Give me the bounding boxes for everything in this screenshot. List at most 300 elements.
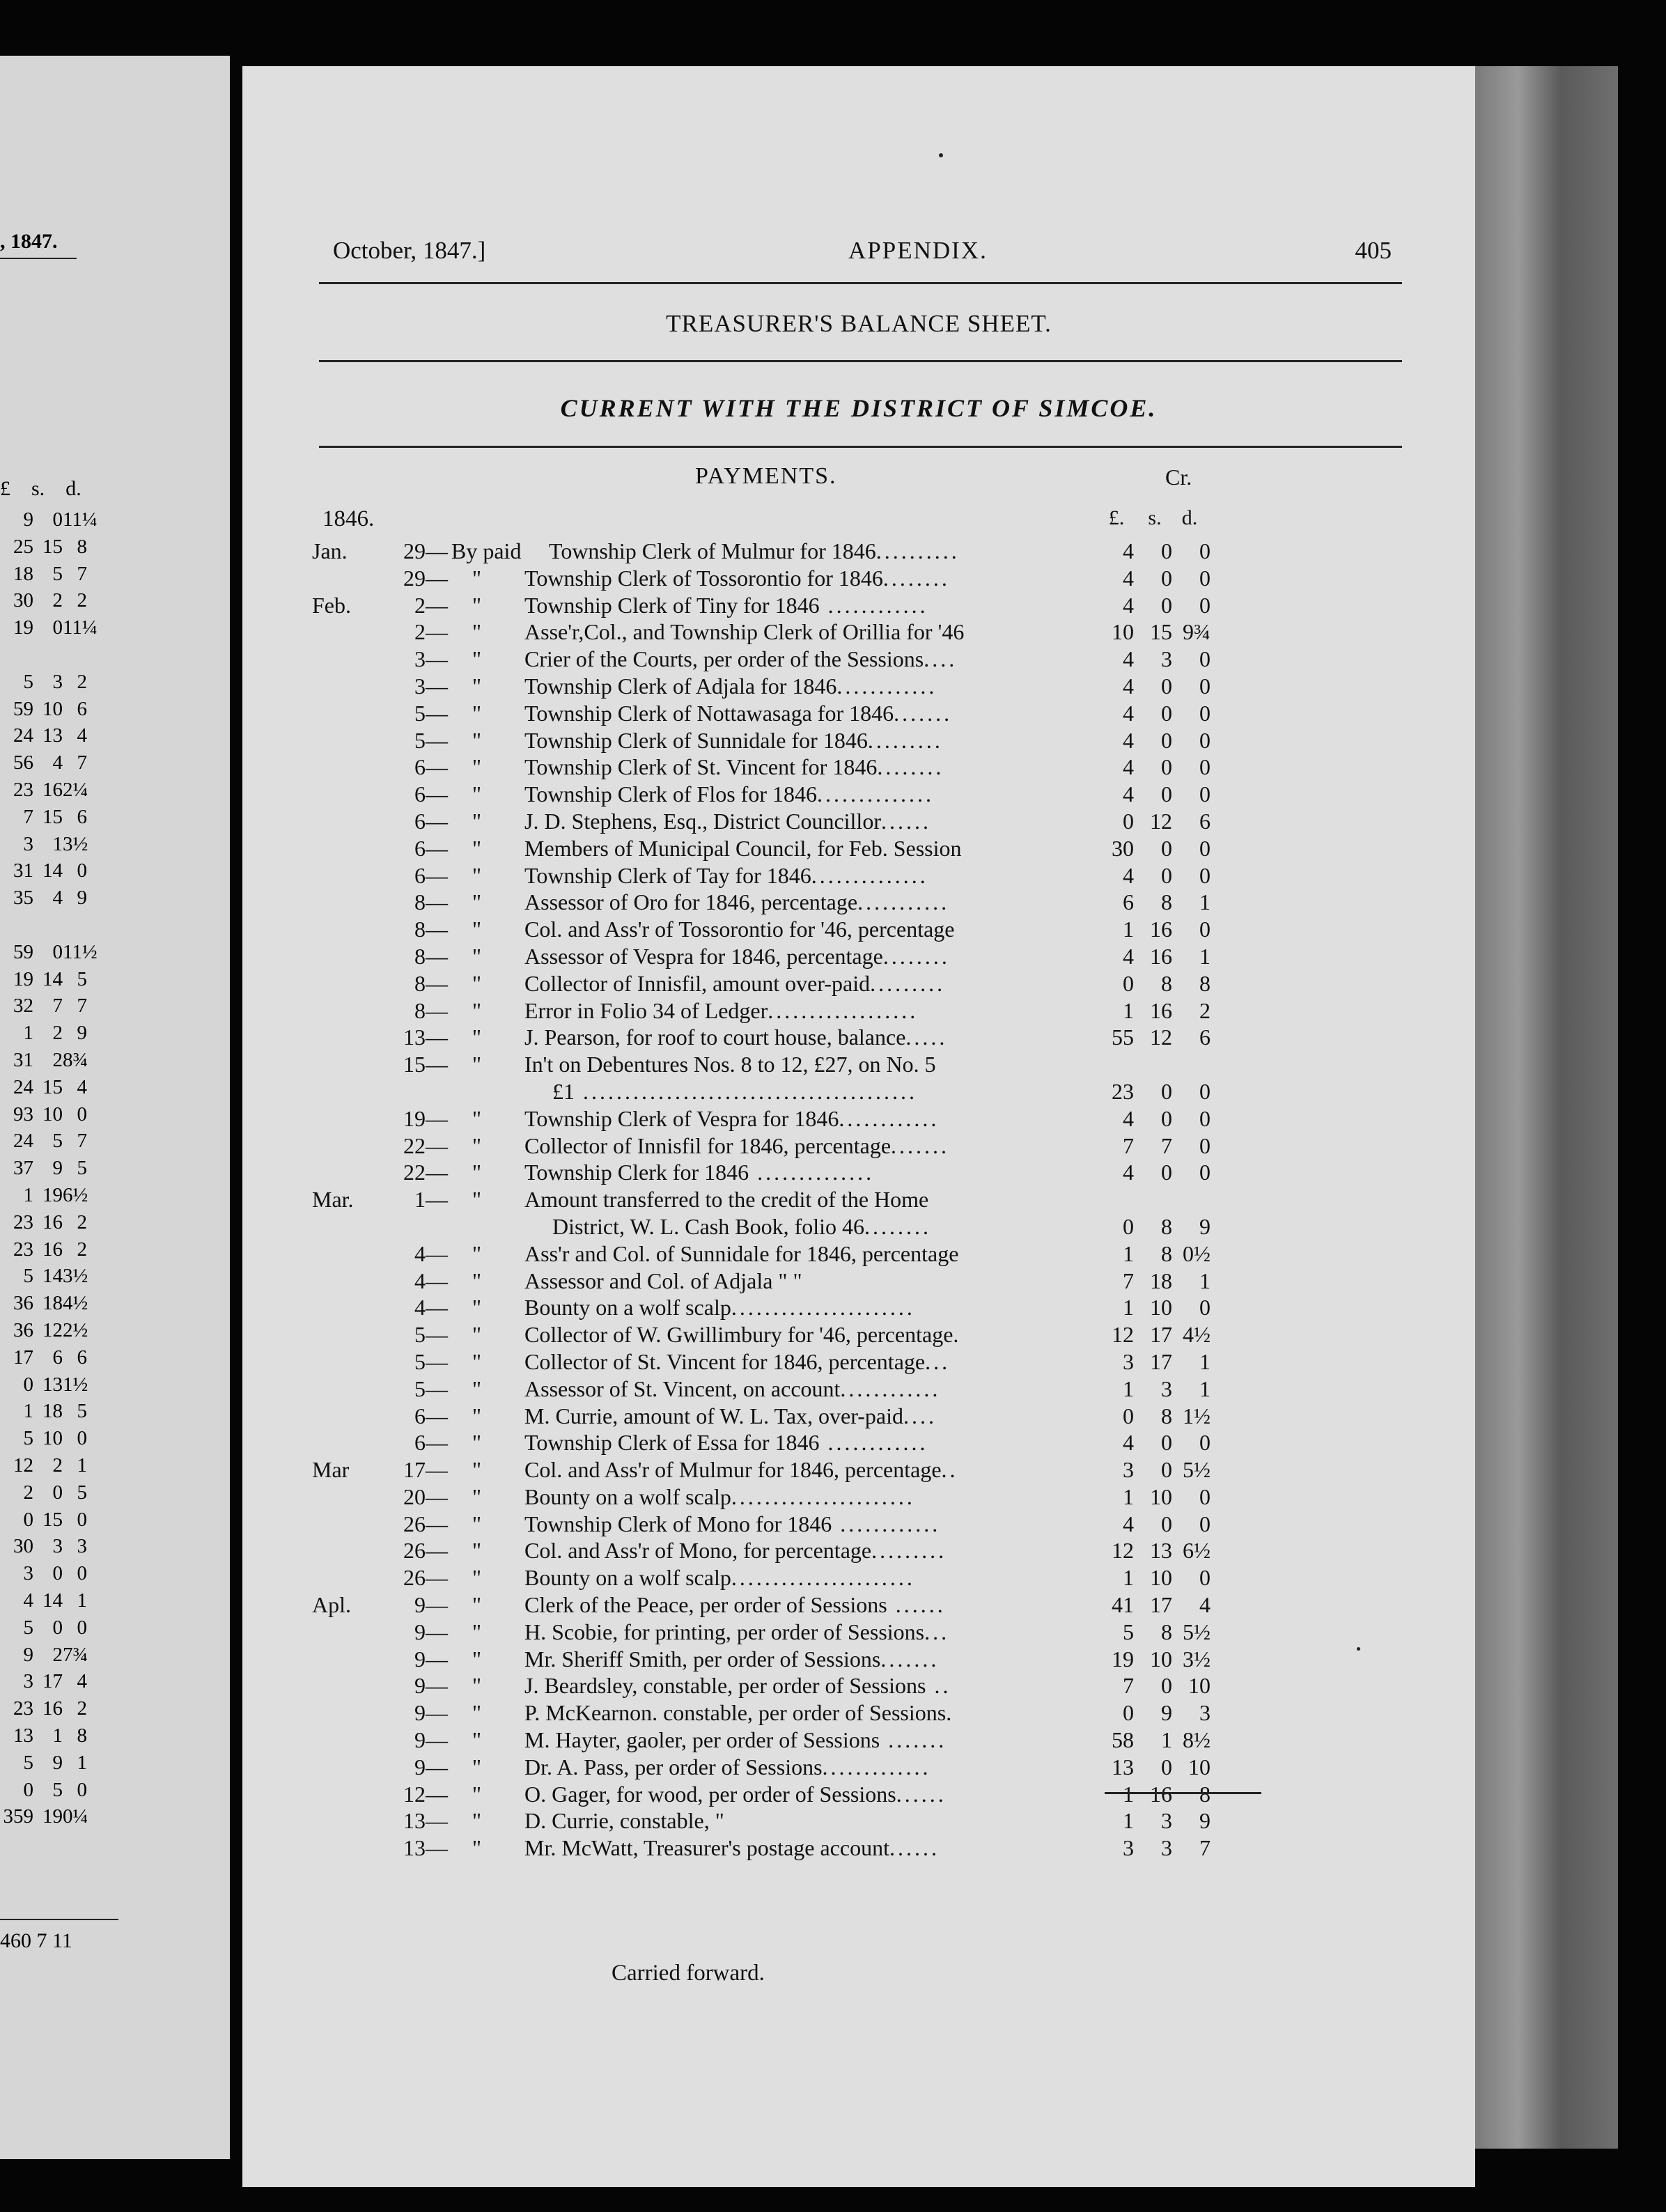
entry-amount [1089, 808, 1210, 835]
shillings-value: 12 [1150, 808, 1172, 834]
entry-description [524, 1348, 1103, 1376]
shilling-cell: 2 [52, 1022, 63, 1045]
entry-text: Township Clerk of Sunnidale for 1846 [524, 727, 868, 753]
ledger-row [242, 1186, 1475, 1240]
facing-page-amount-row [0, 1346, 87, 1369]
entry-day: 6— [414, 835, 448, 861]
entry-amount [1089, 1105, 1210, 1132]
shillings-value: 3 [1161, 1376, 1172, 1401]
shillings-value: 8 [1161, 1619, 1172, 1644]
facing-page-amount-row [0, 833, 87, 856]
entry-amount [1089, 1646, 1210, 1673]
entry-description [524, 781, 1103, 808]
entry-day: 5— [414, 1322, 448, 1348]
pence-value: 4½ [1183, 1322, 1210, 1348]
facing-page-amount-row [0, 1697, 87, 1720]
pence-value: 3½ [1183, 1646, 1210, 1672]
pence-cell: 0 [77, 1427, 87, 1450]
pence-cell: 1 [77, 1589, 87, 1612]
entry-description [524, 646, 1103, 673]
header-rule [319, 282, 1402, 284]
entry-day: 9— [414, 1592, 448, 1618]
facing-page-amount-row [0, 616, 98, 639]
entry-amount [1089, 1781, 1210, 1808]
facing-page-amount-row [0, 563, 87, 586]
leader-dots: ......... [871, 1538, 947, 1564]
ditto-mark: " [472, 1835, 482, 1861]
shillings-value: 0 [1161, 1457, 1172, 1483]
pence-value: 6½ [1183, 1538, 1210, 1564]
entry-text: Mr. McWatt, Treasurer's postage account [524, 1835, 889, 1861]
leader-dots: ......... [870, 970, 946, 996]
ditto-mark: " [472, 862, 482, 888]
pound-cell: 31 [13, 859, 33, 882]
shilling-cell: 18 [42, 1400, 63, 1423]
pounds-value: 4 [1123, 727, 1134, 753]
leader-dots: ..... [905, 1025, 948, 1050]
ditto-mark: " [472, 1727, 482, 1753]
leader-dots: ............ [819, 1430, 928, 1456]
ledger-row [242, 1376, 1475, 1403]
entry-day: 29— [403, 538, 448, 563]
entry-description [524, 970, 1103, 997]
entry-amount [1089, 1699, 1210, 1727]
pence-cell: 0 [77, 1616, 87, 1639]
pounds-value: 4 [1123, 646, 1134, 672]
facing-page-amount-row [0, 536, 87, 559]
pence-cell: 7 [77, 995, 87, 1018]
entry-text: Ass'r and Col. of Sunnidale for 1846, percentage [524, 1240, 959, 1266]
pence-value: 9¾ [1183, 619, 1210, 645]
pence-cell: 5 [77, 967, 87, 990]
entry-description [524, 862, 1103, 889]
shilling-cell: 0 [52, 616, 63, 639]
pounds-value: 0 [1123, 1403, 1134, 1428]
facing-page-rule [0, 258, 77, 259]
shilling-cell: 0 [52, 940, 63, 963]
shilling-cell: 13 [42, 724, 63, 747]
shillings-value: 0 [1161, 1754, 1172, 1779]
entry-day: 17— [403, 1457, 448, 1483]
ditto-mark: " [472, 1187, 482, 1213]
pounds-value: 4 [1123, 1160, 1134, 1185]
entry-text: M. Hayter, gaoler, per order of Sessions [524, 1727, 880, 1753]
pence-cell: 5 [77, 1481, 87, 1504]
entry-description [524, 1294, 1103, 1321]
shilling-cell: 15 [42, 1508, 63, 1531]
leader-dots: ............ [840, 1376, 941, 1401]
pence-value: 1 [1199, 1376, 1210, 1401]
pence-cell: 11¼ [63, 508, 98, 531]
ditto-mark: " [472, 808, 482, 834]
ledger-row [242, 1619, 1475, 1646]
entry-text: Collector of W. Gwillimbury for '46, percentage. [524, 1322, 959, 1348]
pence-cell: 9 [77, 887, 87, 910]
ledger-row [242, 1294, 1475, 1321]
entry-description [524, 1268, 1103, 1295]
entry-description [524, 835, 1103, 862]
entry-text: Bounty on a wolf scalp [524, 1483, 731, 1509]
shillings-value: 0 [1161, 565, 1172, 591]
leader-dots: ... [924, 1619, 950, 1644]
shillings-value: 0 [1161, 835, 1172, 861]
pounds-value: 0 [1123, 808, 1134, 834]
entry-text: Col. and Ass'r of Mulmur for 1846, percentage [524, 1457, 942, 1483]
facing-page-amount-row [0, 968, 87, 991]
pounds-value: 1 [1123, 997, 1134, 1023]
shillings-value: 17 [1150, 1322, 1172, 1348]
pence-cell: 0 [77, 1103, 87, 1126]
pence-value: 0 [1199, 1295, 1210, 1321]
ledger-row [242, 1727, 1475, 1754]
facing-page-amount-row [0, 1265, 87, 1288]
shillings-value: 0 [1161, 1673, 1172, 1699]
facing-page-amount-row [0, 1184, 87, 1207]
shillings-value: 10 [1150, 1565, 1172, 1591]
pence-cell: 6 [77, 805, 87, 828]
pence-cell: 2 [77, 670, 87, 693]
ditto-mark: " [472, 619, 482, 645]
pence-cell: 8 [77, 535, 87, 558]
pence-cell: 6 [77, 697, 87, 720]
pound-cell: 0 [23, 1508, 33, 1531]
entry-day: 9— [414, 1646, 448, 1672]
pence-value: 0 [1199, 835, 1210, 861]
pound-cell: 3 [23, 832, 33, 855]
pence-cell: 3½ [63, 832, 88, 855]
entry-amount [1089, 1754, 1210, 1781]
pound-cell: 5 [23, 1616, 33, 1639]
shilling-cell: 7 [52, 995, 63, 1018]
pence-cell: 2½ [63, 1319, 88, 1341]
ledger-row [242, 808, 1475, 835]
ditto-mark: " [472, 1457, 482, 1483]
entry-day: 13— [403, 1025, 448, 1050]
facing-page-amount-row [0, 1238, 87, 1261]
pence-value: 6 [1199, 1025, 1210, 1050]
ditto-mark: " [472, 997, 482, 1023]
pounds-value: 4 [1123, 565, 1134, 591]
shillings-value: 16 [1150, 943, 1172, 969]
entry-day: 22— [403, 1132, 448, 1158]
leader-dots: .. [941, 1457, 958, 1483]
entry-day: 9— [414, 1619, 448, 1644]
pounds-value: 4 [1123, 781, 1134, 807]
entry-amount [1089, 1511, 1210, 1538]
pence-cell: 7 [77, 751, 87, 774]
ditto-mark: " [472, 835, 482, 861]
entry-text: Township Clerk of Mulmur for 1846 [549, 538, 876, 563]
ledger-row [242, 538, 1475, 565]
leader-dots: ... [925, 1348, 951, 1374]
entry-text: Township Clerk of Essa for 1846 [524, 1430, 820, 1456]
ledger-row [242, 997, 1475, 1025]
entry-description [524, 1727, 1103, 1754]
ledger-row [242, 727, 1475, 754]
pence-value: 0 [1199, 1430, 1210, 1456]
shillings-value: 16 [1150, 997, 1172, 1023]
pence-value: 8 [1199, 1781, 1210, 1807]
shillings-value: 16 [1150, 1781, 1172, 1807]
pence-value: 0 [1199, 917, 1210, 942]
entry-amount [1089, 1240, 1210, 1268]
pounds-value: 41 [1112, 1592, 1134, 1618]
shilling-cell: 10 [42, 697, 63, 720]
entry-amount [1089, 1321, 1210, 1348]
pence-value: 5½ [1183, 1457, 1210, 1483]
pence-value: 1 [1199, 1348, 1210, 1374]
ledger-year: 1846. [322, 506, 375, 531]
pound-cell: 25 [13, 535, 33, 558]
entry-text: Error in Folio 34 of Ledger [524, 997, 768, 1023]
leader-dots: ............ [839, 1105, 940, 1131]
shilling-cell: 19 [42, 1184, 63, 1206]
ditto-mark: " [472, 1348, 482, 1374]
entry-description [524, 916, 1103, 943]
entry-description [524, 1672, 1103, 1699]
pence-cell: 0 [77, 1508, 87, 1531]
pounds-value: 6 [1123, 889, 1134, 915]
entry-text: Township Clerk of Mono for 1846 [524, 1511, 832, 1536]
ditto-mark: " [472, 1403, 482, 1428]
pence-value: 1 [1199, 943, 1210, 969]
entry-day: 20— [403, 1483, 448, 1509]
entry-description [524, 808, 1103, 835]
pence-value: 8 [1199, 970, 1210, 996]
leader-dots: ........ [877, 754, 944, 780]
shilling-cell: 15 [42, 535, 63, 558]
pence-cell: 2¼ [63, 779, 88, 801]
pence-cell: 2 [77, 1238, 87, 1261]
facing-page-header: , 1847. [0, 230, 58, 253]
entry-description [524, 592, 1103, 619]
pence-value: 0 [1199, 1565, 1210, 1591]
pence-cell: 4 [77, 724, 87, 747]
shilling-cell: 16 [42, 1697, 63, 1720]
pounds-value: 4 [1123, 1105, 1134, 1131]
shillings-value: 3 [1161, 1835, 1172, 1861]
ledger-row [242, 1483, 1475, 1511]
shillings-value: 10 [1150, 1295, 1172, 1321]
pence-value: 0 [1199, 1105, 1210, 1131]
pound-cell: 3 [23, 1670, 33, 1693]
entry-text: Dr. A. Pass, per order of Sessions [524, 1754, 823, 1779]
ledger-row [242, 1564, 1475, 1591]
sheet-title: TREASURER'S BALANCE SHEET. [666, 310, 1052, 337]
entry-text: M. Currie, amount of W. L. Tax, over-paid [524, 1403, 903, 1428]
pence-value: 9 [1199, 1213, 1210, 1239]
pence-value: 0 [1199, 646, 1210, 672]
shilling-cell: 9 [52, 1157, 63, 1180]
leader-dots: .......... [875, 538, 960, 563]
pence-col-head: d. [65, 477, 81, 500]
pound-cell: 5 [23, 1427, 33, 1450]
pence-value: 10 [1188, 1754, 1210, 1779]
ledger-row [242, 889, 1475, 916]
entry-amount [1089, 565, 1210, 592]
entry-by-paid: By paid [451, 538, 522, 563]
pence-cell: 8 [77, 1724, 87, 1747]
facing-page-amount-row [0, 1130, 87, 1153]
facing-page-amount-row [0, 1022, 87, 1045]
entry-day: 29— [403, 565, 448, 591]
pound-cell: 5 [23, 1751, 33, 1774]
pounds-value: 10 [1112, 619, 1134, 645]
entry-text-line2: £1 [552, 1078, 575, 1104]
entry-amount [1089, 970, 1210, 997]
shillings-value: 0 [1161, 862, 1172, 888]
pence-value: 0 [1199, 565, 1210, 591]
ledger-row [242, 1807, 1475, 1835]
shillings-value: 7 [1161, 1132, 1172, 1158]
ledger-row [242, 1051, 1475, 1105]
facing-page-amount-row [0, 1049, 87, 1072]
shilling-cell: 2 [52, 1454, 63, 1477]
entry-amount [1089, 1429, 1210, 1456]
entry-continuation [524, 1078, 1103, 1105]
facing-page [0, 56, 230, 2159]
leader-dots: .............. [811, 862, 928, 888]
leader-dots: ........ [882, 943, 950, 969]
facing-page-amount-row [0, 1752, 87, 1775]
ledger-row [242, 1591, 1475, 1619]
facing-page-amount-row [0, 1157, 87, 1180]
entry-description [524, 1646, 1103, 1673]
entry-day: 4— [414, 1268, 448, 1293]
ledger-row [242, 943, 1475, 970]
ditto-mark: " [472, 1673, 482, 1699]
leader-dots: .... [924, 646, 958, 672]
entry-text: Township Clerk of Flos for 1846 [524, 781, 817, 807]
entry-day: 3— [414, 673, 448, 699]
entry-description [524, 1321, 1103, 1348]
shillings-value: 8 [1161, 970, 1172, 996]
entry-continuation [524, 1213, 1103, 1240]
facing-page-amount-row [0, 1805, 87, 1828]
pounds-value: 58 [1112, 1727, 1134, 1753]
shilling-cell: 15 [42, 1075, 63, 1098]
ledger-row [242, 1268, 1475, 1295]
shilling-cell: 15 [42, 805, 63, 828]
shillings-value: 12 [1150, 1025, 1172, 1050]
shillings-value: 17 [1150, 1592, 1172, 1618]
entry-text: Bounty on a wolf scalp [524, 1295, 731, 1321]
shillings-value: 0 [1161, 1105, 1172, 1131]
shilling-cell: 2 [52, 589, 63, 612]
facing-page-sum-rule [0, 1919, 118, 1920]
pound-cell: 5 [23, 670, 33, 693]
pence-cell: 1½ [63, 1373, 88, 1396]
ledger-row [242, 1348, 1475, 1376]
entry-day: 2— [414, 592, 448, 618]
entry-text: Col. and Ass'r of Tossorontio for '46, percentage [524, 917, 955, 942]
pence-value: 0 [1199, 754, 1210, 780]
facing-page-amount-row [0, 779, 87, 802]
shillings-value: 8 [1161, 1240, 1172, 1266]
ditto-mark: " [472, 1105, 482, 1131]
entry-text: Township Clerk for 1846 [524, 1160, 749, 1185]
entry-text: Township Clerk of Nottawasaga for 1846 [524, 700, 894, 726]
leader-dots: ......... [867, 727, 943, 753]
leader-dots: .................. [768, 997, 919, 1023]
pence-value: 0 [1199, 862, 1210, 888]
leader-dots: ....... [880, 1727, 947, 1753]
pounds-value: 4 [1123, 673, 1134, 699]
entry-description [524, 700, 1103, 727]
leader-dots: ............. [822, 1754, 931, 1779]
ditto-mark: " [472, 1565, 482, 1591]
leader-dots: ...... [880, 808, 931, 834]
entry-text: Assessor and Col. of Adjala " " [524, 1268, 802, 1293]
facing-page-total: 460 7 11 [0, 1929, 72, 1952]
entry-amount [1089, 1591, 1210, 1619]
entry-month: Feb. [312, 592, 351, 618]
shilling-cell: 9 [52, 1751, 63, 1774]
pounds-value: 1 [1123, 1240, 1134, 1266]
ledger-row [242, 1646, 1475, 1673]
ledger-row [242, 565, 1475, 592]
facing-page-amount-row [0, 1779, 87, 1802]
facing-page-amount-row [0, 1481, 87, 1504]
currency-units [1096, 506, 1207, 530]
pence-unit: d. [1181, 506, 1198, 529]
pounds-value: 13 [1112, 1754, 1134, 1779]
pound-cell: 31 [13, 1049, 33, 1071]
pounds-value: 3 [1123, 1457, 1134, 1483]
ink-speck [939, 153, 943, 157]
entry-amount [1089, 1564, 1210, 1591]
pound-cell: 18 [13, 562, 33, 585]
entry-text: Amount transferred to the credit of the Home [524, 1187, 929, 1213]
pound-cell: 36 [13, 1319, 33, 1341]
ledger-row [242, 1105, 1475, 1132]
pence-value: 0 [1199, 700, 1210, 726]
entry-text: Township Clerk of Tay for 1846 [524, 862, 811, 888]
ledger-row [242, 1511, 1475, 1538]
ditto-mark: " [472, 727, 482, 753]
entry-amount [1089, 1348, 1210, 1376]
pence-value: 0½ [1183, 1240, 1210, 1266]
leader-dots: ....... [894, 700, 953, 726]
leader-dots: ....... [891, 1132, 950, 1158]
entry-text: Collector of Innisfil, amount over-paid [524, 970, 871, 996]
entry-day: 9— [414, 1727, 448, 1753]
shillings-value: 0 [1161, 1078, 1172, 1104]
entry-amount [1089, 673, 1210, 700]
entry-day: 8— [414, 917, 448, 942]
entry-description [524, 1591, 1103, 1619]
pence-cell: 2 [77, 589, 87, 612]
pence-cell: 0 [77, 859, 87, 882]
shilling-cell: 1 [52, 832, 63, 855]
shilling-cell: 1 [52, 1724, 63, 1747]
entry-day: 6— [414, 862, 448, 888]
entry-day: 13— [403, 1835, 448, 1861]
entry-amount [1089, 1213, 1210, 1240]
entry-description [524, 1537, 1103, 1564]
entry-day: 8— [414, 943, 448, 969]
facing-page-amount-row [0, 940, 98, 964]
facing-page-amount-row [0, 1589, 87, 1612]
entry-text: J. Pearson, for roof to court house, balance [524, 1025, 906, 1050]
leader-dots: ........... [857, 889, 950, 915]
entry-description [524, 1781, 1103, 1808]
ditto-mark: " [472, 1781, 482, 1807]
pound-cell: 24 [13, 1130, 33, 1153]
ditto-mark: " [472, 1025, 482, 1050]
ditto-mark: " [472, 754, 482, 780]
ditto-mark: " [472, 970, 482, 996]
